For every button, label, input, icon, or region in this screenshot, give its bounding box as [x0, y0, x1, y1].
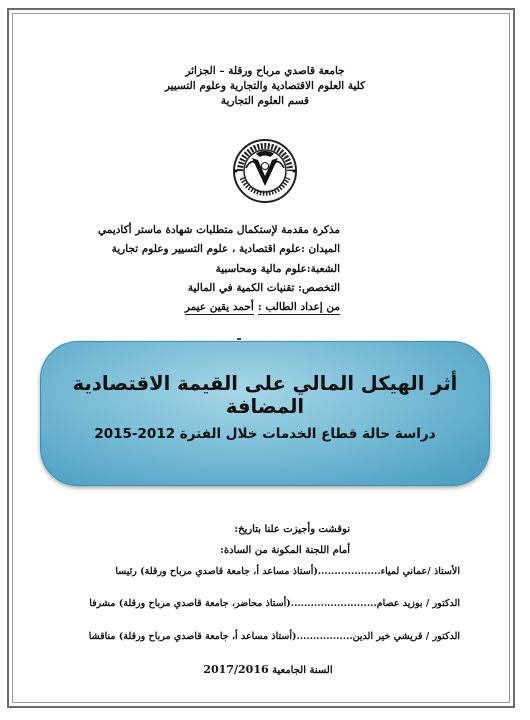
- thesis-title-banner: [40, 341, 490, 486]
- memo-field: الميدان :علوم اقتصادية ، علوم التسيير وعلوم تجارية: [111, 243, 340, 256]
- memo-details: [0, 221, 530, 317]
- department-name: قسم العلوم التجارية: [220, 95, 310, 107]
- committee-member-president: الأستاذ /عماني لمياء...................(أستاذ مساعد أ، جامعة قاصدي مرباح ورقلة) رئيسا: [115, 566, 460, 577]
- author-label: من إعداد الطالب :: [257, 301, 340, 314]
- memo-specialty: التخصص: تقنيات الكمية في المالية: [187, 281, 340, 294]
- committee-member-examiner: الدكتور / قريشي خير الدين.................(أستاذ مساعد أ، جامعة قاصدي مرباح ورقلة) مناقشا: [88, 631, 460, 642]
- defended-date-label: نوقشت وأجيزت علنا بتاريخ:: [234, 524, 350, 535]
- university-seal-icon: [200, 138, 330, 204]
- academic-year-value: 2017/2016: [203, 663, 269, 676]
- academic-year: [0, 663, 530, 676]
- examination-info: [0, 519, 530, 561]
- thesis-title: أثر الهيكل المالي على القيمة الاقتصادية المضافة: [72, 372, 458, 418]
- faculty-name: كلية العلوم الاقتصادية والتجارية وعلوم التسيير: [164, 80, 366, 92]
- committee-intro: أمام اللجنة المكونة من السادة:: [220, 545, 350, 556]
- university-header: [0, 64, 530, 109]
- memo-branch: الشعبة:علوم مالية ومحاسبية: [215, 262, 340, 275]
- divider-mark: [237, 338, 241, 340]
- academic-year-label: السنة الجامعية: [272, 665, 333, 676]
- committee-member-supervisor: الدكتور / بوزيد عصام..........................(أستاذ محاضر، جامعة قاصدي مرباح ورقلة) مشرفا: [89, 598, 460, 609]
- thesis-subtitle: دراسة حالة قطاع الخدمات خلال الفترة 2012-2015: [94, 426, 436, 442]
- memo-intro: مذكرة مقدمة لإستكمال متطلبات شهادة ماستر أكاديمي: [98, 224, 340, 236]
- university-name: جامعة قاصدي مرباح ورقلة – الجزائر: [185, 65, 345, 77]
- memo-author: [0, 298, 530, 317]
- author-name: أحمد يقين عيمر: [184, 301, 254, 314]
